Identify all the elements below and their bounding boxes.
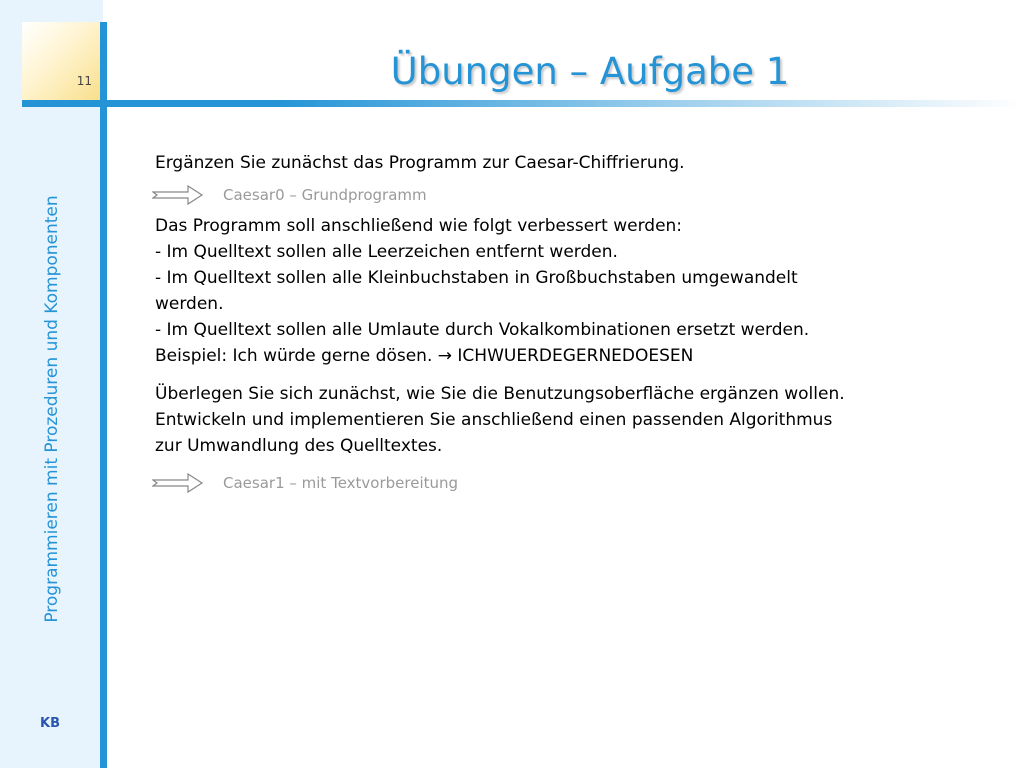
horizontal-accent-line — [22, 100, 1024, 107]
requirement-uppercase: - Im Quelltext sollen alle Kleinbuchstaben in Großbuchstaben umgewandelt — [155, 268, 798, 288]
link-caesar0[interactable]: Caesar0 – Grundprogramm — [223, 186, 427, 204]
slide-title: Übungen – Aufgabe 1 — [390, 50, 790, 93]
hollow-arrow-icon — [152, 472, 204, 494]
example-result: ICHWUERDEGERNEDOESEN — [457, 346, 694, 366]
requirements-intro: Das Programm soll anschließend wie folgt verbessert werden: — [155, 216, 683, 236]
example-prefix: Beispiel: Ich würde gerne dösen. — [155, 346, 433, 366]
algorithm-instruction: Entwickeln und implementieren Sie anschließend einen passenden Algorithmus — [155, 410, 833, 430]
page-number-box — [22, 22, 100, 100]
right-arrow-icon: → — [437, 346, 453, 366]
link-row-caesar0[interactable] — [155, 181, 995, 209]
requirement-umlauts: - Im Quelltext sollen alle Umlaute durch Vokalkombinationen ersetzt werden. — [155, 320, 810, 340]
algorithm-instruction-continued: zur Umwandlung des Quelltextes. — [155, 436, 443, 456]
example-line — [155, 343, 995, 369]
requirement-uppercase-continued: werden. — [155, 294, 224, 314]
link-caesar1[interactable]: Caesar1 – mit Textvorbereitung — [223, 474, 459, 492]
course-title-vertical: Programmieren mit Prozeduren und Komponenten — [42, 195, 62, 623]
page-number: 11 — [76, 74, 92, 88]
requirement-spaces: - Im Quelltext sollen alle Leerzeichen entfernt werden. — [155, 242, 618, 262]
intro-text: Ergänzen Sie zunächst das Programm zur Caesar-Chiffrierung. — [155, 153, 685, 173]
vertical-accent-line — [100, 22, 107, 768]
hollow-arrow-icon — [152, 184, 204, 206]
author-initials: KB — [40, 716, 60, 731]
design-instruction: Überlegen Sie sich zunächst, wie Sie die Benutzungsoberfläche ergänzen wollen. — [155, 384, 845, 404]
link-row-caesar1[interactable] — [155, 469, 995, 497]
slide-content — [155, 150, 995, 501]
